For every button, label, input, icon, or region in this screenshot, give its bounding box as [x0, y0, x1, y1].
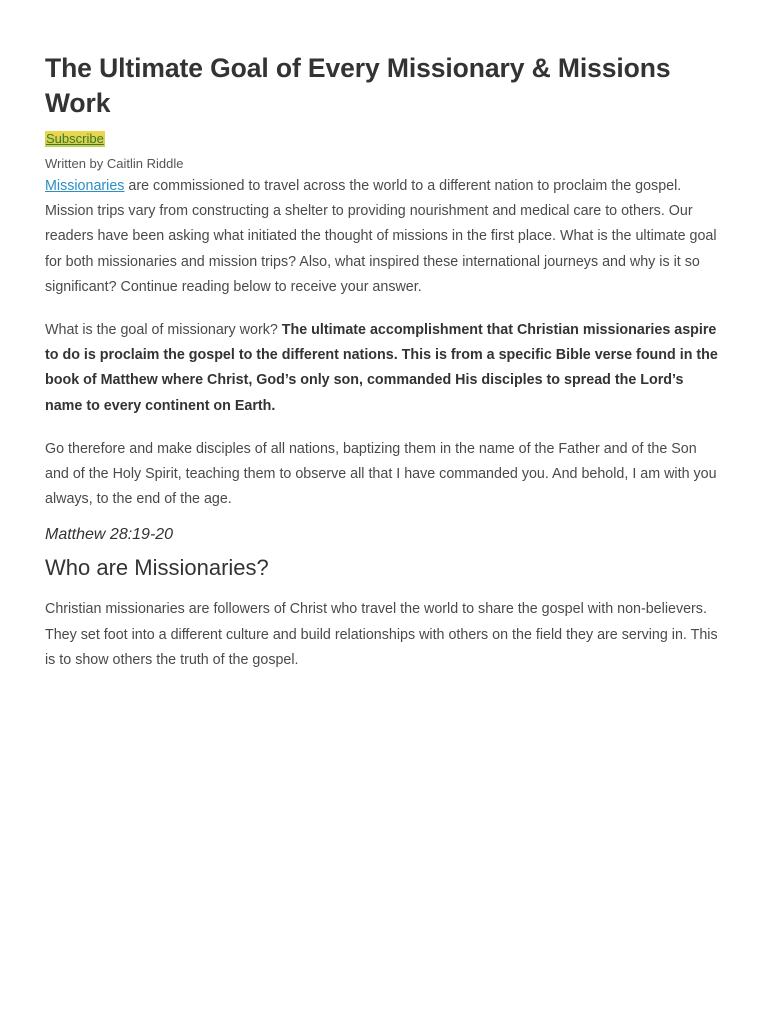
subscribe-row	[45, 130, 723, 148]
article-title: The Ultimate Goal of Every Missionary & Missions Work	[45, 53, 671, 118]
author-byline: Written by Caitlin Riddle	[45, 156, 184, 171]
subscribe-link[interactable]: Subscribe	[46, 131, 104, 146]
intro-paragraph	[45, 174, 723, 300]
section-heading: Who are Missionaries?	[45, 555, 269, 581]
goal-lead-text: What is the goal of missionary work?	[45, 322, 282, 339]
section-paragraph: Christian missionaries are followers of Christ who travel the world to share the gospel with non-believers. They set foot into a different culture and build relationships with others on the field they are serving in. This is to show others the truth of the gospel.	[45, 601, 718, 668]
goal-paragraph	[45, 318, 723, 419]
verse-quote: Go therefore and make disciples of all nations, baptizing them in the name of the Father and of the Son and of the Holy Spirit, teaching them to observe all that I have commanded you. And behold, I am with you always, to the end of the age.	[45, 440, 717, 508]
verse-citation: Matthew 28:19-20	[45, 526, 174, 544]
intro-text: are commissioned to travel across the world to a different nation to proclaim the gospel. Mission trips vary from constructing a shelter to providing nourishment and medical care to others. Our readers have been asking what initiated the thought of missions in the first place. What is the ultimate goal for both missionaries and mission trips? Also, what inspired these international journeys and why is it so significant? Continue reading below to receive your answer.	[45, 178, 717, 295]
missionaries-link[interactable]: Missionaries	[45, 178, 125, 194]
goal-bold-text: The ultimate accomplishment that Christian missionaries aspire to do is proclaim the gospel to the different nations. This is from a specific Bible verse found in the book of Matthew where Christ, God’s only son, commanded His disciples to spread the Lord’s name to every continent on Earth.	[45, 322, 718, 414]
